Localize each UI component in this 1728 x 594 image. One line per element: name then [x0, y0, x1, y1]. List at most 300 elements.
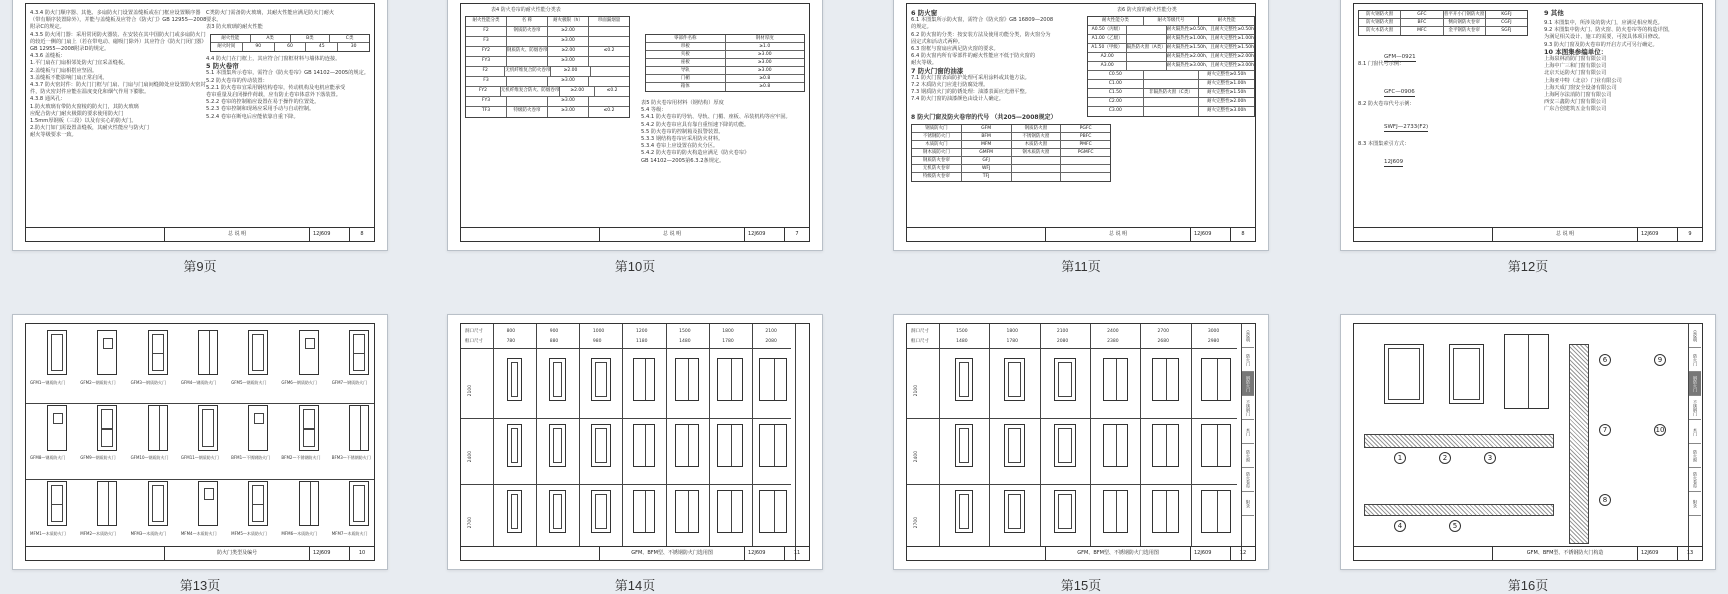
door-elevation — [1449, 344, 1484, 404]
drawing-sheet — [460, 323, 810, 561]
door-panel — [1388, 348, 1420, 400]
title-block-page-no: 8 — [360, 231, 364, 237]
body-text-left-line: 的规定。 — [911, 24, 932, 31]
code-list-cell: 钢质防火窗 — [1012, 125, 1062, 132]
door-elevation — [1004, 490, 1024, 533]
rolling-shutter-table — [465, 16, 630, 118]
rolling-shutter-table-cell: TF3 — [466, 107, 507, 117]
title-block-title: 总 说 明 — [165, 228, 310, 241]
title-block-page-no: 7 — [795, 231, 799, 237]
frame-width-value: 1780 — [1006, 339, 1018, 344]
drawing-page-thumbnail[interactable] — [12, 314, 388, 570]
rolling-shutter-table-row — [466, 17, 629, 27]
rolling-shutter-table-cell: ≥2.00 — [551, 67, 590, 76]
door-elevation — [47, 330, 67, 375]
sidebar-tab: 木门 — [1689, 420, 1701, 444]
title-block — [26, 227, 374, 241]
door-panel — [1058, 428, 1073, 463]
title-block — [461, 546, 809, 560]
fire-window-table-cell: C1.00 — [1088, 80, 1144, 88]
code-list-cell — [1061, 157, 1110, 164]
material-thickness-table-cell: ≥3.00 — [757, 52, 772, 57]
code-list — [1358, 10, 1528, 36]
height-value: 2700 — [468, 516, 474, 529]
body-text-left-line: 6.1 本图集所示防火窗，需符合《防火窗》GB 16809—2008 — [911, 17, 1054, 24]
drawing-page-thumbnail[interactable] — [447, 314, 823, 570]
width-value: 3000 — [1207, 329, 1220, 334]
rolling-shutter-table-row — [466, 37, 629, 47]
frame-width-value: 980 — [592, 339, 602, 344]
door-panel — [51, 334, 63, 371]
fire-window-table-row — [1088, 44, 1254, 53]
title-block — [1354, 227, 1702, 241]
drawing-sheet — [1353, 323, 1703, 561]
sidebar-tabs — [1688, 324, 1702, 560]
frame-width-value: 2980 — [1207, 339, 1220, 344]
rolling-shutter-table-cell — [589, 97, 629, 106]
fire-window-table-cell: C2.00 — [1088, 98, 1144, 106]
width-value: 2700 — [1157, 329, 1169, 334]
section-hatch — [1364, 434, 1554, 448]
code-list-cell: 钢木质防火窗 — [1012, 149, 1062, 156]
code-list-cell — [1012, 157, 1062, 164]
grid-line — [461, 418, 791, 419]
fire-window-table-cell: 耐火完整性≥3.00h — [1207, 108, 1247, 113]
page-label[interactable]: 第10页 — [614, 259, 656, 274]
door-panel — [101, 409, 113, 429]
material-thickness-table-cell: ≥1.0 — [759, 44, 771, 49]
rolling-shutter-table-row — [466, 27, 629, 37]
rolling-shutter-table-cell: ≥3.00 — [548, 97, 589, 106]
code-list-cell: 木质防火窗 — [1012, 141, 1062, 148]
height-value: 2400 — [914, 450, 920, 463]
grid-line — [1140, 324, 1141, 546]
door-elevation — [759, 358, 787, 401]
door-panel — [595, 362, 606, 397]
sidebar-tab: 防火门 — [1689, 348, 1701, 372]
rolling-shutter-table-cell — [589, 57, 629, 66]
code-list-cell: GMFM — [962, 149, 1012, 156]
code-example: GFM—0921 — [1384, 54, 1416, 62]
title-block-review — [461, 547, 600, 560]
door-elevation — [717, 490, 743, 533]
code-example: 12J609 — [1384, 159, 1403, 167]
door-elevation — [675, 358, 699, 401]
body-text-right-line: 5.3.4 卷帘上应设置在防火分区。 — [641, 143, 719, 150]
code-list — [911, 124, 1111, 182]
door-panel — [731, 491, 732, 532]
code-list-cell: PMFC — [1079, 142, 1092, 147]
title-block-atlas: 12J609 — [745, 547, 785, 560]
glass-fire-table-cell: 30 — [350, 44, 357, 49]
code-list-row — [912, 149, 1110, 157]
door-elevation — [591, 358, 610, 401]
title-block-title: GFM、BFM型、不锈钢防火门构造 — [1493, 547, 1638, 560]
rolling-shutter-table-cell: ≥2.00 — [548, 47, 589, 56]
door-caption: GFM3—钢质防火门 — [130, 379, 166, 385]
drawing-page-thumbnail[interactable] — [893, 314, 1269, 570]
title-block — [461, 227, 809, 241]
body-text-right-line: 卷帘重量及启闭操作荷载，应有防止卷帘体意外下落装置。 — [206, 92, 341, 99]
drawing-sheet — [25, 3, 375, 242]
rolling-shutter-table-cell: F2 — [466, 67, 505, 76]
page-label[interactable]: 第16页 — [1507, 578, 1549, 593]
height-value: 2100 — [468, 384, 474, 397]
title-block — [907, 546, 1255, 560]
title-block — [26, 546, 374, 560]
section-hatch — [1364, 504, 1554, 516]
body-text-left-line: 耐火等级要求一致。 — [30, 132, 77, 139]
door-panel — [511, 428, 518, 463]
door-elevation — [955, 490, 973, 533]
sidebar-tab: 防火卷帘 — [1689, 468, 1701, 492]
rolling-shutter-table-cell: FY2 — [466, 87, 501, 96]
title-block — [1354, 546, 1702, 560]
door-elevation — [198, 330, 218, 375]
title-block-title: GFM、BFM型、不锈钢防火门选用图 — [600, 547, 745, 560]
detail-callout: 7 — [1599, 424, 1611, 436]
rolling-shutter-table-cell: ≥2.00 — [560, 87, 595, 96]
width-value: 900 — [549, 329, 559, 334]
code-list-cell: PGFC — [1079, 126, 1092, 131]
door-panel — [645, 425, 646, 466]
fire-window-table-row — [1088, 98, 1254, 107]
body-text-right — [641, 100, 806, 165]
door-panel — [959, 494, 969, 529]
door-elevation — [1201, 358, 1231, 401]
glass-fire-table-cell: C类 — [345, 36, 354, 41]
rolling-shutter-table-cell: F2 — [466, 27, 507, 36]
code-list-cell: CGFJ — [1501, 20, 1512, 25]
code-list-cell: 钢木质防火门 — [912, 149, 962, 156]
body-text-left-line: 6.4 防火窗内所有零部件的耐火性能应不低于防火窗的 — [911, 53, 1036, 60]
title-block-review — [461, 228, 600, 241]
material-thickness-table-cell: ≥3.00 — [757, 60, 772, 65]
door-caption: BFM3—不锈钢防火门 — [331, 455, 371, 461]
body-text-right-line: 西安三鑫防火门窗有限公司 — [1544, 99, 1607, 106]
fire-window-table-cell: C0.50 — [1088, 71, 1144, 79]
body-text-right — [1544, 20, 1704, 114]
body-text-left-line: GB 12955—2008附录D的规定。 — [30, 46, 110, 53]
body-text-left-line: 3.盖缝板不能影响门扇正常启闭。 — [30, 74, 108, 81]
fire-window-table-cell: 耐火隔热性≥2.00h，且耐火完整性≥2.00h — [1166, 54, 1255, 59]
rolling-shutter-table-cell: FY3 — [466, 97, 507, 106]
rolling-shutter-table-cell: F3 — [466, 77, 507, 86]
fire-window-table-cell: C3.00 — [1088, 107, 1144, 116]
width-value: 1500 — [679, 329, 691, 334]
grid-line — [579, 324, 580, 546]
door-elevation — [1103, 424, 1128, 467]
fire-window-table-cell: 耐火性能 — [1217, 18, 1236, 23]
detail-callout: 3 — [1484, 452, 1496, 464]
body-text-right-line: 5 防火卷帘 — [206, 62, 239, 71]
door-caption: GFM4—钢质防火门 — [180, 379, 217, 385]
rolling-shutter-table-cell: 无机纤维复合防火、防烟卷帘 — [501, 87, 561, 96]
fire-window-table-cell — [1127, 26, 1166, 34]
glass-fire-table-cell: 60 — [275, 43, 307, 51]
page-label[interactable]: 第15页 — [1060, 578, 1102, 593]
body-text-right-line: 9.3 防火门窗及防火卷帘的开启方式可另行确定。 — [1544, 41, 1658, 48]
drawing-page-thumbnail[interactable] — [1340, 314, 1716, 570]
door-caption: GFM8—钢质防火门 — [30, 455, 66, 461]
door-caption: BFM2—不锈钢防火门 — [281, 455, 321, 461]
rolling-shutter-table-cell — [507, 97, 548, 106]
rolling-shutter-table-cell: ≥3.00 — [548, 77, 589, 86]
code-list-cell: 防火木防火窗 — [1359, 27, 1401, 35]
row-label: 洞口尺寸 — [911, 329, 929, 334]
rolling-shutter-table-cell: ≤0.2 — [603, 108, 615, 113]
door-panel — [360, 406, 361, 449]
frame-width-value: 1480 — [956, 339, 968, 344]
drawing-sheet — [25, 323, 375, 561]
body-text-left — [30, 10, 207, 140]
code-list-cell: WFJ — [962, 165, 1012, 172]
door-elevation — [97, 330, 117, 375]
section-heading: 9 其他 — [1544, 9, 1564, 17]
rolling-shutter-table-row — [466, 77, 629, 87]
drawing-page-thumbnail[interactable] — [447, 0, 823, 251]
door-panel — [204, 488, 214, 499]
door-panel — [101, 428, 113, 446]
frame-width-value: 1780 — [722, 339, 734, 344]
grid-line — [1191, 324, 1192, 546]
row-label: 框口尺寸 — [911, 339, 929, 344]
drawing-page-thumbnail[interactable] — [893, 0, 1269, 251]
sidebar-tab: 不锈钢门 — [1242, 396, 1254, 420]
fire-window-table-cell: 耐火隔热性≥1.50h，且耐火完整性≥1.50h — [1166, 45, 1254, 50]
fire-window-table-cell: 耐火隔热性≥3.00h，且耐火完整性≥3.00h — [1166, 63, 1255, 68]
page-label[interactable]: 第9页 — [183, 259, 217, 274]
frame-width-value: 2080 — [765, 339, 777, 344]
door-panel — [1116, 359, 1117, 400]
code-list-row — [1359, 19, 1527, 27]
detail-callout: 2 — [1439, 452, 1451, 464]
rolling-shutter-table-cell — [507, 37, 548, 46]
grid-line — [1090, 324, 1091, 546]
code-list-cell: 防火钢防火窗 — [1359, 11, 1401, 18]
door-caption: MFM4—木质防火门 — [180, 530, 217, 536]
material-thickness-table-row — [646, 83, 804, 91]
title-block-title: 总 说 明 — [1493, 228, 1638, 241]
sidebar-tab: 总说明 — [1242, 324, 1254, 348]
door-elevation — [507, 490, 522, 533]
rolling-shutter-table-cell — [507, 57, 548, 66]
door-elevation — [717, 424, 743, 467]
body-text-left-line: 2.防火门如门需设置盖缝板，其耐火性能应与防火门 — [30, 125, 150, 132]
title-block-review — [26, 547, 165, 560]
door-elevation — [549, 358, 566, 401]
code-list-row — [912, 133, 1110, 141]
page-label[interactable]: 第11页 — [1061, 259, 1101, 274]
fire-window-table-row — [1088, 80, 1254, 89]
code-list-cell: 金平钢防火卷帘 — [1444, 27, 1486, 35]
title-block-title: 防火门类型及编号 — [165, 547, 310, 560]
example-headings-line: 8.2 防火卷帘代号示例： — [1358, 101, 1415, 107]
door-elevation — [1004, 424, 1024, 467]
rolling-shutter-table-cell: 钢质防火卷帘 — [507, 27, 548, 36]
fire-window-table-cell — [1144, 98, 1200, 106]
door-elevation — [198, 481, 218, 526]
fire-window-table-cell — [1127, 53, 1166, 61]
sidebar-tab: 防火窗 — [1689, 444, 1701, 468]
detail-callout: 4 — [1394, 520, 1406, 532]
code-list-cell — [1061, 173, 1110, 181]
body-text-right-line: 5.2.2 卷帘的控制箱应设置在易于操作的位置处。 — [206, 99, 320, 106]
door-panel — [553, 428, 562, 463]
code-example: GFC—0906 — [1384, 89, 1415, 97]
drawing-page-thumbnail[interactable] — [12, 0, 388, 251]
body-text-right-line: 5.4.2 防火卷帘应具有靠自重恒速下降的功能。 — [641, 121, 750, 128]
detail-callout: 1 — [1394, 452, 1406, 464]
body-text-right-line: 广东合创建筑五金有限公司 — [1544, 106, 1607, 113]
door-elevation — [633, 490, 655, 533]
title-block-page-no: 12 — [1239, 550, 1247, 556]
example-headings-line: 8.3 本图集索引方式： — [1358, 141, 1410, 147]
frame-width-value: 1180 — [636, 339, 648, 344]
door-panel — [645, 491, 646, 532]
door-elevation — [299, 330, 319, 375]
door-elevation — [299, 405, 319, 450]
door-panel — [159, 406, 160, 449]
width-value: 800 — [506, 329, 516, 334]
grid-line — [907, 484, 1237, 485]
fire-window-table-row — [1088, 89, 1254, 98]
code-list-cell: BFM — [962, 133, 1012, 140]
door-elevation — [349, 481, 369, 526]
title-block-atlas: 12J609 — [1638, 228, 1678, 241]
door-elevation — [248, 405, 268, 450]
width-value: 1200 — [636, 329, 648, 334]
sidebar-tab: 防火门 — [1242, 348, 1254, 372]
door-elevation — [47, 405, 67, 450]
rolling-shutter-table-cell: FY3 — [466, 57, 507, 66]
door-panel — [152, 485, 164, 522]
glass-fire-table-cell: A类 — [251, 35, 291, 42]
fire-window-table-cell: A3.00 — [1088, 62, 1127, 70]
material-thickness-table-cell: 夹板 — [646, 51, 726, 58]
door-panel — [353, 353, 365, 371]
code-list-row — [1359, 27, 1527, 35]
sidebar-tab: 总说明 — [1689, 324, 1701, 348]
door-elevation — [1504, 334, 1549, 409]
door-elevation — [549, 490, 566, 533]
body-text-right-line: 5.2.4 卷帘在断电后应能依靠自重下降。 — [206, 113, 299, 120]
glass-fire-table-cell: 耐火性能 — [211, 35, 251, 42]
fire-window-table-cell: 耐火完整性≥1.50h — [1207, 90, 1247, 95]
body-text-left-line: 2.盖缝板与门扇相搭应坚固。 — [30, 67, 98, 74]
code-list-cell — [1012, 165, 1062, 172]
body-text-right-line: 5.5 防火卷帘的控制箱及报警装置。 — [641, 128, 724, 135]
door-elevation — [507, 424, 522, 467]
title-block-atlas: 12J609 — [310, 228, 350, 241]
door-elevation — [633, 424, 655, 467]
door-elevation — [1152, 358, 1180, 401]
door-elevation — [1054, 424, 1077, 467]
door-elevation — [1201, 424, 1231, 467]
body-text-left-line: 4.3.5 防火闭门器：采用常闭防火器装、在安装在其中国防火门或多扇防火门 — [30, 31, 206, 38]
body-text-right-line: 为满足相关设计、施工的需要，可按具体项目修改。 — [1544, 34, 1664, 41]
drawing-page-thumbnail[interactable] — [1340, 0, 1716, 251]
fire-window-table-cell: A1.00（乙级） — [1088, 35, 1127, 43]
door-caption: MFM6—木质防火门 — [281, 530, 318, 536]
grid-line — [493, 324, 494, 546]
code-list-cell: BFC — [1401, 19, 1443, 26]
title-block-atlas: 12J609 — [1191, 547, 1231, 560]
detail-callout: 5 — [1449, 520, 1461, 532]
door-caption: MFM2—木质防火门 — [80, 530, 117, 536]
rolling-shutter-table-cell: 无机纤维复合防火卷帘 — [505, 67, 551, 76]
door-elevation — [1103, 358, 1128, 401]
material-thickness-table-cell: ≥0.8 — [759, 84, 771, 89]
door-elevation — [717, 358, 743, 401]
drawing-sheet — [906, 323, 1256, 561]
fire-window-table-row — [1088, 71, 1254, 80]
page-label[interactable]: 第13页 — [179, 578, 221, 593]
title-block-review — [907, 228, 1046, 241]
door-panel — [303, 428, 315, 446]
page-label[interactable]: 第12页 — [1507, 259, 1549, 274]
grid-line — [709, 324, 710, 546]
door-panel — [303, 409, 315, 429]
door-panel — [688, 491, 689, 532]
grid-line — [461, 484, 791, 485]
body-text-right-line: 9.1 本图集中，所涉及的防火门，应满足相应规范。 — [1544, 20, 1663, 26]
door-elevation — [591, 424, 610, 467]
frame-width-value: 1480 — [679, 339, 691, 344]
sidebar-tab: 防火卷帘 — [1242, 468, 1254, 492]
door-panel — [51, 485, 63, 505]
grid-line — [666, 324, 667, 546]
door-panel — [959, 362, 969, 397]
grid-line — [907, 348, 1237, 349]
door-panel — [252, 334, 264, 371]
door-panel — [1116, 425, 1117, 466]
width-value: 2400 — [1107, 329, 1119, 334]
height-value: 2400 — [468, 450, 474, 463]
door-elevation — [47, 481, 67, 526]
body-text-right — [206, 10, 371, 32]
door-caption: BFM1—不锈钢防火门 — [231, 455, 271, 461]
title-block-review — [1354, 547, 1493, 560]
rolling-shutter-table-row — [466, 47, 629, 57]
sidebar-tab: 附录 — [1689, 492, 1701, 516]
width-value: 1800 — [722, 329, 734, 334]
title-block-page-no: 11 — [793, 550, 801, 556]
code-list-row — [912, 141, 1110, 149]
rolling-shutter-table-cell: ≥3.00 — [548, 107, 589, 117]
frame-width-value: 2680 — [1157, 339, 1169, 344]
body-text-left-line: 7.4 防火门窗的油漆颜色由设计人确定。 — [911, 96, 1004, 103]
material-thickness-table-cell: 座板 — [646, 59, 726, 66]
title-block-title: GFM、BFM型、不锈钢防火门选用图 — [1046, 547, 1191, 560]
body-text-left-line: 应配合防火门耐火极限的要求使用防火门 — [30, 110, 124, 117]
door-panel — [51, 504, 63, 522]
code-list-cell: 钢质防火门 — [912, 125, 962, 132]
door-panel — [1166, 359, 1167, 400]
code-list-cell: 防火钢防火窗 — [1359, 19, 1401, 26]
code-list-cell: SGFJ — [1501, 28, 1512, 33]
material-thickness-table-row — [646, 51, 804, 59]
page-label[interactable]: 第14页 — [614, 578, 656, 593]
material-thickness-table-cell: ≥3.00 — [757, 68, 772, 73]
door-panel — [1166, 425, 1167, 466]
section-hatch — [1569, 344, 1589, 544]
material-thickness-table-row — [646, 67, 804, 75]
code-list-cell: 不锈钢防火门 — [912, 133, 962, 140]
detail-callout: 6 — [1599, 354, 1611, 366]
door-panel — [202, 409, 214, 446]
body-text-left-line: 1.防火玻璃有带防火窗棱的防火门，其防火玻璃 — [30, 103, 139, 110]
